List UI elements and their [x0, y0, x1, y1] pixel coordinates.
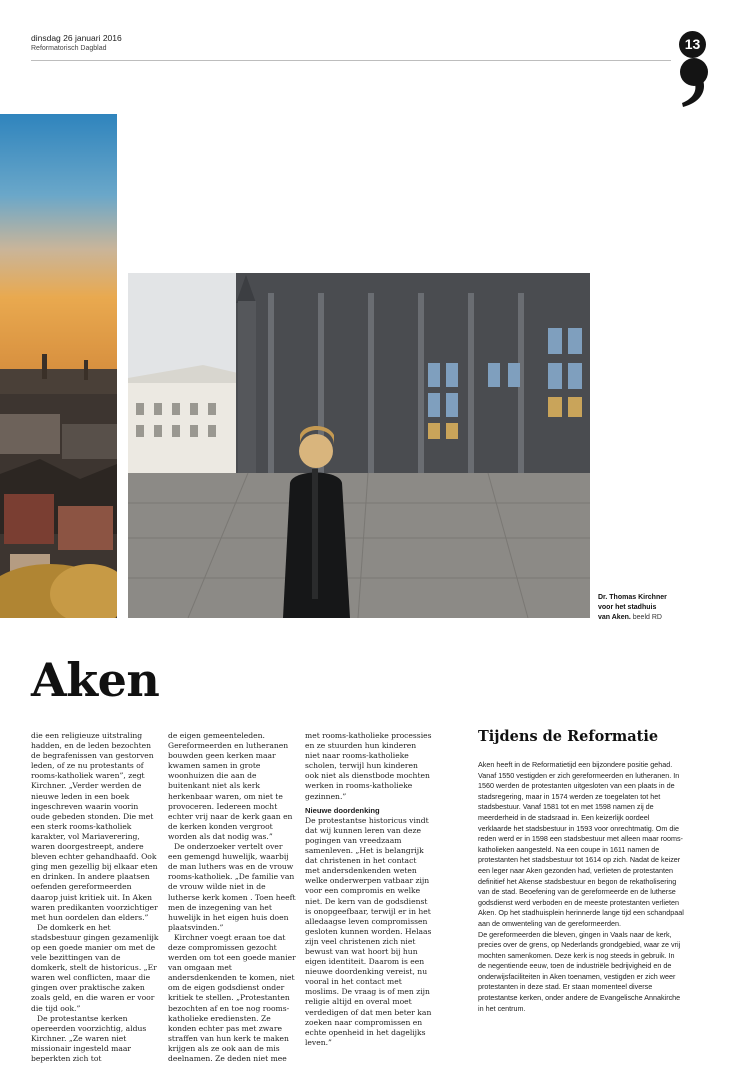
subheading: Nieuwe doordenking	[305, 805, 380, 815]
page-number-badge: 13	[679, 31, 706, 58]
header-rule	[31, 60, 671, 61]
aachen-skyline-photo	[0, 114, 117, 618]
article-column-2	[168, 731, 296, 1064]
issue-date: dinsdag 26 januari 2016	[31, 33, 122, 43]
article-column-1	[31, 731, 159, 1064]
paragraph: Aken heeft in de Reformatietijd een bijzondere positie gehad. Vanaf 1550 vestigden er zich gereformeerden en lutheranen. In 1560 werden de protestanten uitgesloten van een plaats in de stadsregering, maar in 1574 werden ze toegelaten tot het stadsbestuur. Vanaf 1581 tot en met 1598 namen zij de meerderheid in de stadsraad in. Een keizerlijk oordeel verklaarde het stadsbestuur in 1593 voor onrechtmatig. Om die reden werd er in 1598 een stadsbestuur met alleen maar rooms-katholieken aangesteld. Na een coupe in 1611 namen de protestanten het stadsbestuur tot 1614 op zich. Nadat de keizer een leger naar Aken gezonden had, verlieten de protestanten definitief het Akense stadsbestuur en begon de rekatholisering van de stad. Beoefening van de gereformeerde en de lutherse godsdienst werd verboden en de meeste protestanten verlieten Aken. Op het stadhuisplein herinnerde lange tijd een schandpaal aan de omwenteling van de gereformeerden.	[478, 760, 684, 928]
photo-credit: beeld RD	[632, 614, 662, 621]
sidebar-body	[478, 760, 684, 1014]
caption-name: Dr. Thomas Kirchner	[598, 594, 667, 601]
paragraph: De protestantse kerken opereerden voorzichtig, aldus Kirchner. „Ze waren niet missionair ingesteld maar beperkten zich tot	[31, 1013, 147, 1063]
article-headline: Aken	[31, 653, 160, 707]
paragraph: met rooms-katholieke processies en ze stuurden hun kinderen niet naar rooms-katholieke scholen, terwijl hun kinderen ook niet als dienstbode mochten werken in rooms-katholieke gezinnen.”	[305, 731, 432, 801]
paragraph: die een religieuze uitstraling hadden, en de leden bezochten de begrafenissen van gestorven leden, of ze nu protestants of rooms-katholiek waren”, zegt Kirchner. „Verder werden de nieuwe leden in een boek ingeschreven waarin voorin oude gebeden stonden. Die met een sterk rooms-katholiek karakter, vol Mariaverering, waren doorgestreept, andere bleven echter gehandhaafd. Ook ging men gezellig bij elkaar eten en drinken. In andere plaatsen oefenden gereformeerden daarop juist kritiek uit. In Aken waren predikanten voorzichtiger met hun oordelen dan elders.”	[31, 731, 158, 922]
paragraph: De protestantse historicus vindt dat wij kunnen leren van deze pogingen van vreedzaam samenleven. „Het is belangrijk dat christenen in het contact met andersdenkenden weten welke onderwerpen vatbaar zijn voor een compromis en welke niet. De kern van de godsdienst is onopgeefbaar, terwijl er in het alledaagse leven compromissen gesloten kunnen worden. Helaas zijn veel christenen zich niet bewust van wat hoort bij hun eigen identiteit. Daarom is een nieuwe doordenking vereist, nu vooral in het contact met moslims. De vraag is of men zijn religie altijd en overal moet verdedigen of dat men beter kan zoeken naar compromissen en echte openheid in het dagelijks leven.”	[305, 815, 432, 1047]
paragraph: De gereformeerden die bleven, gingen in Vaals naar de kerk, precies over de grens, op Nederlands grondgebied, waar ze vrij mochten samenkomen. Deze kerk is nog steeds in gebruik. In de negentiende eeuw, toen de industriële bedrijvigheid en de onderwijsfaciliteiten in Aken toenamen, vestigden er zich weer protestanten in deze stad. Er staan momenteel diverse protestantse kerken, onder andere de Evangelische Annakirche in het centrum.	[478, 929, 681, 1013]
photo-caption	[598, 593, 708, 623]
paragraph: Kirchner voegt eraan toe dat deze compromissen gezocht werden om tot een goede manier van omgaan met andersdenkenden te komen, niet om de eigen godsdienst onder kritiek te stellen. „Protestanten bezochten af en toe nog rooms-katholieke erediensten. Ze konden echter pas met zware straffen van hun kerk te maken krijgen als ze ook aan de mis deelnamen. Ze deden niet mee	[168, 932, 296, 1063]
paragraph: de eigen gemeenteleden. Gereformeerden en lutheranen bouwden geen kerken maar kwamen samen in grote woonhuizen die aan de buitenkant niet als kerk herkenbaar waren, om niet te provoceren. Iedereen mocht echter vrij naar de kerk gaan en de kerken konden vergroot worden als dat nodig was.”	[168, 731, 293, 841]
caption-line-3: van Aken.	[598, 614, 631, 621]
article-column-3	[305, 731, 433, 1048]
paragraph: De domkerk en het stadsbestuur gingen gezamenlijk op een goede manier om met de vele bezittingen van de domkerk, stelt de historicus. „Er waren wel conflicten, maar die gingen over praktische zaken zoals geld, en die waren er voor die tijd ook.”	[31, 922, 159, 1013]
caption-line-2: voor het stadhuis	[598, 604, 657, 611]
newspaper-name: Reformatorisch Dagblad	[31, 45, 107, 52]
paragraph: De onderzoeker vertelt over een gemengd huwelijk, waarbij de man luthers was en de vrouw rooms-katholiek. „De familie van de vrouw wilde niet in de lutherse kerk komen . Toen heeft men de inzegening van het huwelijk in het eigen huis doen plaatsvinden.”	[168, 842, 296, 932]
comma-logo-icon	[677, 56, 713, 108]
town-hall-portrait-photo	[128, 273, 590, 618]
sidebar-title: Tijdens de Reformatie	[478, 728, 659, 745]
